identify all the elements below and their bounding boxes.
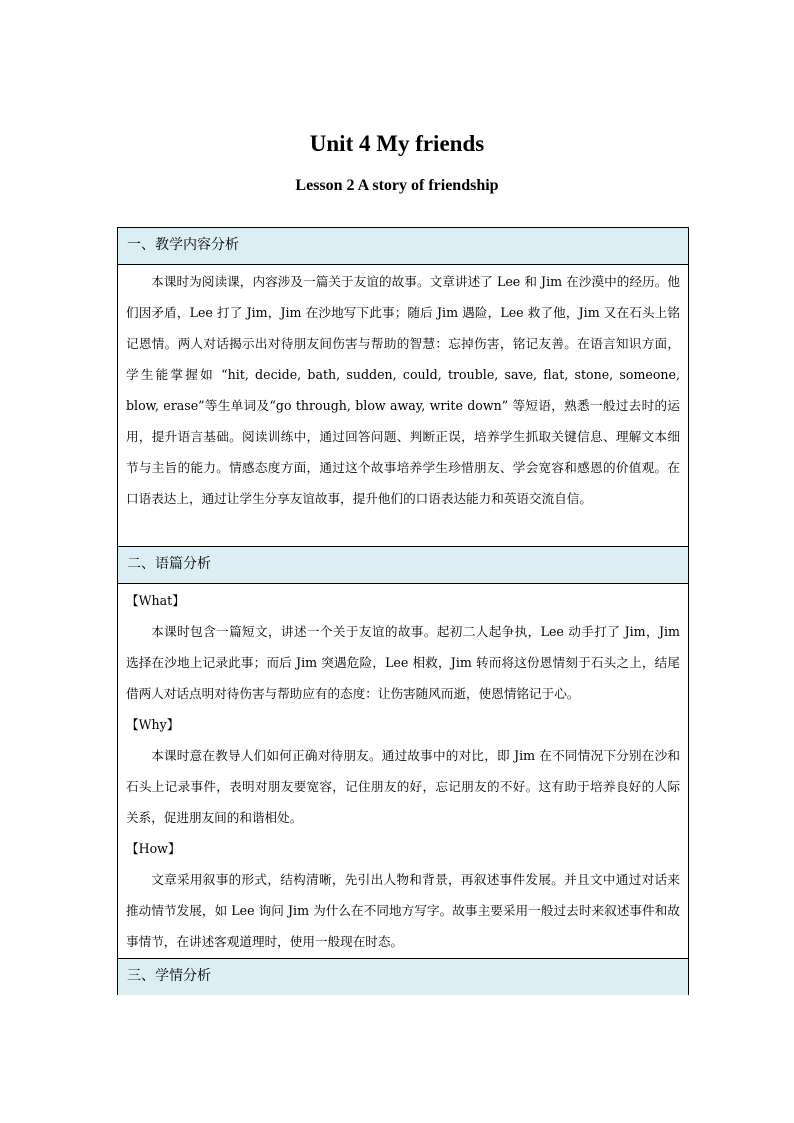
section-heading-learner-analysis: 三、学情分析 [118, 959, 688, 995]
what-paragraph: 本课时包含一篇短文，讲述一个关于友谊的故事。起初二人起争执，Lee 动手打了 Jim，Jim 选择在沙地上记录此事；而后 Jim 突遇危险，Lee 相救，Jim 转而将这份恩情刻于石头之上，结尾借两人对话点明对待伤害与帮助应有的态度：让伤害随风而逝，使恩情铭记于心。 [126, 624, 680, 701]
section-heading-discourse-analysis: 二、语篇分析 [118, 547, 688, 583]
what-tag: 【What】 [126, 593, 185, 608]
section-body-discourse-analysis [118, 584, 688, 958]
section-heading-content-analysis: 一、教学内容分析 [118, 228, 688, 264]
lesson-subtitle: Lesson 2 A story of friendship [295, 177, 499, 194]
lesson-plan-table [117, 227, 689, 995]
why-paragraph: 本课时意在教导人们如何正确对待朋友。通过故事中的对比，即 Jim 在不同情况下分别在沙和石头上记录事件，表明对朋友要宽容，记住朋友的好，忘记朋友的不好。这有助于培养良好的人际关系，促进朋友间的和谐相处。 [126, 748, 680, 825]
how-tag: 【How】 [126, 841, 181, 856]
content-analysis-paragraph: 本课时为阅读课，内容涉及一篇关于友谊的故事。文章讲述了 Lee 和 Jim 在沙漠中的经历。他们因矛盾，Lee 打了 Jim，Jim 在沙地写下此事；随后 Jim 遇险，Lee 救了他，Jim 又在石头上铭记恩情。两人对话揭示出对待朋友间伤害与帮助的智慧：忘掉伤害，铭记友善。在语言知识方面，学生能掌握如 “hit, decide, bath, sudden, could, trouble, save, flat, stone, someone, blow, erase”等生单词及“go through, blow away, write down” 等短语，熟悉一般过去时的运用，提升语言基础。阅读训练中，通过回答问题、判断正误，培养学生抓取关键信息、理解文本细节与主旨的能力。情感态度方面，通过这个故事培养学生珍惜朋友、学会宽容和感恩的价值观。在口语表达上，通过让学生分享友谊故事，提升他们的口语表达能力和英语交流自信。 [126, 274, 680, 506]
why-tag: 【Why】 [126, 717, 180, 732]
how-paragraph: 文章采用叙事的形式，结构清晰，先引出人物和背景，再叙述事件发展。并且文中通过对话来推动情节发展，如 Lee 询问 Jim 为什么在不同地方写字。故事主要采用一般过去时来叙述事件和故事情节，在讲述客观道理时，使用一般现在时态。 [126, 872, 680, 949]
section-body-content-analysis [118, 265, 688, 546]
document-title: Unit 4 My friends [309, 131, 485, 156]
